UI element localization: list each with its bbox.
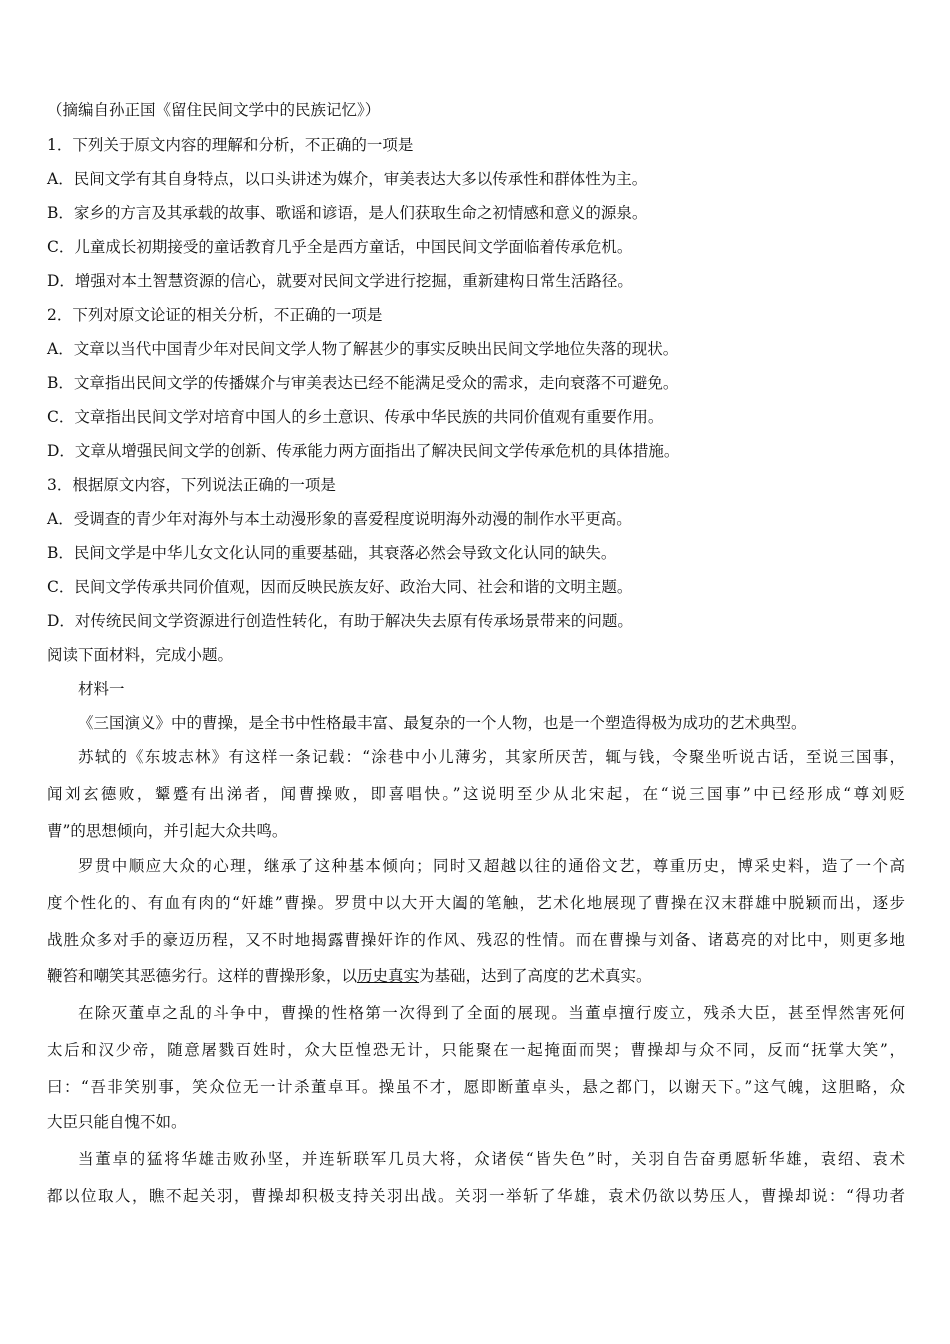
question-1-stem: 1．下列关于原文内容的理解和分析，不正确的一项是	[47, 136, 414, 154]
material-paragraph-5-line: 当董卓的猛将华雄击败孙坚，并连斩联军几员大将，众诸侯“皆失色”时，关羽自告奋勇愿斩华雄，袁绍、袁术	[78, 1150, 905, 1168]
question-1-option-c: C．儿童成长初期接受的童话教育几乎全是西方童话，中国民间文学面临着传承危机。	[47, 238, 633, 256]
material-paragraph-4-line: 大臣只能自愧不如。	[47, 1113, 187, 1131]
material-paragraph-2-line: 苏轼的《东坡志林》有这样一条记载：“涂巷中小儿薄劣，其家所厌苦，辄与钱，令聚坐听说古话，至说三国事，	[78, 748, 905, 766]
material-paragraph-3-line: 罗贯中顺应大众的心理，继承了这种基本倾向；同时又超越以往的通俗文艺，尊重历史，博采史料，造了一个高	[78, 857, 905, 875]
material-paragraph-4-line: 曰：“吾非笑别事，笑众位无一计杀董卓耳。操虽不才，愿即断董卓头，悬之都门，以谢天下。”这气魄，这胆略，众	[47, 1078, 905, 1096]
question-1-option-b: B．家乡的方言及其承载的故事、歌谣和谚语，是人们获取生命之初情感和意义的源泉。	[47, 204, 648, 222]
paragraph-3-text: 鞭笞和嘲笑其恶德劣行。这样的曹操形象，以	[47, 967, 358, 985]
paragraph-3-tail: 为基础，达到了高度的艺术真实。	[419, 967, 652, 985]
question-2-stem: 2．下列对原文论证的相关分析，不正确的一项是	[47, 306, 383, 324]
material-paragraph-1: 《三国演义》中的曹操，是全书中性格最丰富、最复杂的一个人物，也是一个塑造得极为成功的艺术典型。	[78, 714, 807, 732]
material-paragraph-4-line: 在除灭董卓之乱的斗争中，曹操的性格第一次得到了全面的展现。当董卓擅行废立，残杀大臣，甚至悍然害死何	[78, 1004, 905, 1022]
material-paragraph-4-line: 太后和汉少帝，随意屠戮百姓时，众大臣惶恐无计，只能聚在一起掩面而哭；曹操却与众不同，反而“抚掌大笑”，	[47, 1041, 905, 1059]
question-3-option-a: A．受调查的青少年对海外与本土动漫形象的喜爱程度说明海外动漫的制作水平更高。	[47, 510, 632, 528]
material-paragraph-3-line: 战胜众多对手的豪迈历程，又不时地揭露曹操奸诈的作风、残忍的性情。而在曹操与刘备、诸葛亮的对比中，则更多地	[47, 931, 905, 949]
reading-instruction: 阅读下面材料，完成小题。	[47, 646, 234, 664]
question-2-option-a: A．文章以当代中国青少年对民间文学人物了解甚少的事实反映出民间文学地位失落的现状。	[47, 340, 679, 358]
question-3-stem: 3．根据原文内容，下列说法正确的一项是	[47, 476, 336, 494]
question-2-option-c: C．文章指出民间文学对培育中国人的乡土意识、传承中华民族的共同价值观有重要作用。	[47, 408, 664, 426]
question-2-option-d: D．文章从增强民间文学的创新、传承能力两方面指出了解决民间文学传承危机的具体措施。	[47, 442, 680, 460]
material-paragraph-3-last-line	[47, 966, 652, 986]
material-label: 材料一	[78, 680, 125, 698]
question-3-option-d: D．对传统民间文学资源进行创造性转化，有助于解决失去原有传承场景带来的问题。	[47, 612, 633, 630]
question-2-option-b: B．文章指出民间文学的传播媒介与审美表达已经不能满足受众的需求，走向衰落不可避免。	[47, 374, 679, 392]
material-paragraph-3-line: 度个性化的、有血有肉的“奸雄”曹操。罗贯中以大开大阖的笔触，艺术化地展现了曹操在汉末群雄中脱颖而出，逐步	[47, 894, 905, 912]
material-paragraph-5-line: 都以位取人，瞧不起关羽，曹操却积极支持关羽出战。关羽一举斩了华雄，袁术仍欲以势压人，曹操却说：“得功者	[47, 1187, 905, 1205]
material-paragraph-2-line: 曹”的思想倾向，并引起大众共鸣。	[47, 822, 288, 840]
question-3-option-b: B．民间文学是中华儿女文化认同的重要基础，其衰落必然会导致文化认同的缺失。	[47, 544, 617, 562]
question-3-option-c: C．民间文学传承共同价值观，因而反映民族友好、政治大同、社会和谐的文明主题。	[47, 578, 633, 596]
question-1-option-a: A．民间文学有其自身特点，以口头讲述为媒介，审美表达大多以传承性和群体性为主。	[47, 170, 648, 188]
question-1-option-d: D．增强对本土智慧资源的信心，就要对民间文学进行挖掘，重新建构日常生活路径。	[47, 272, 633, 290]
underlined-phrase: 历史真实	[357, 967, 420, 985]
source-citation: （摘编自孙正国《留住民间文学中的民族记忆》）	[47, 101, 381, 119]
material-paragraph-2-line: 闻刘玄德败，颦蹙有出涕者，闻曹操败，即喜唱快。”这说明至少从北宋起，在“说三国事”中已经形成“尊刘贬	[47, 785, 905, 803]
